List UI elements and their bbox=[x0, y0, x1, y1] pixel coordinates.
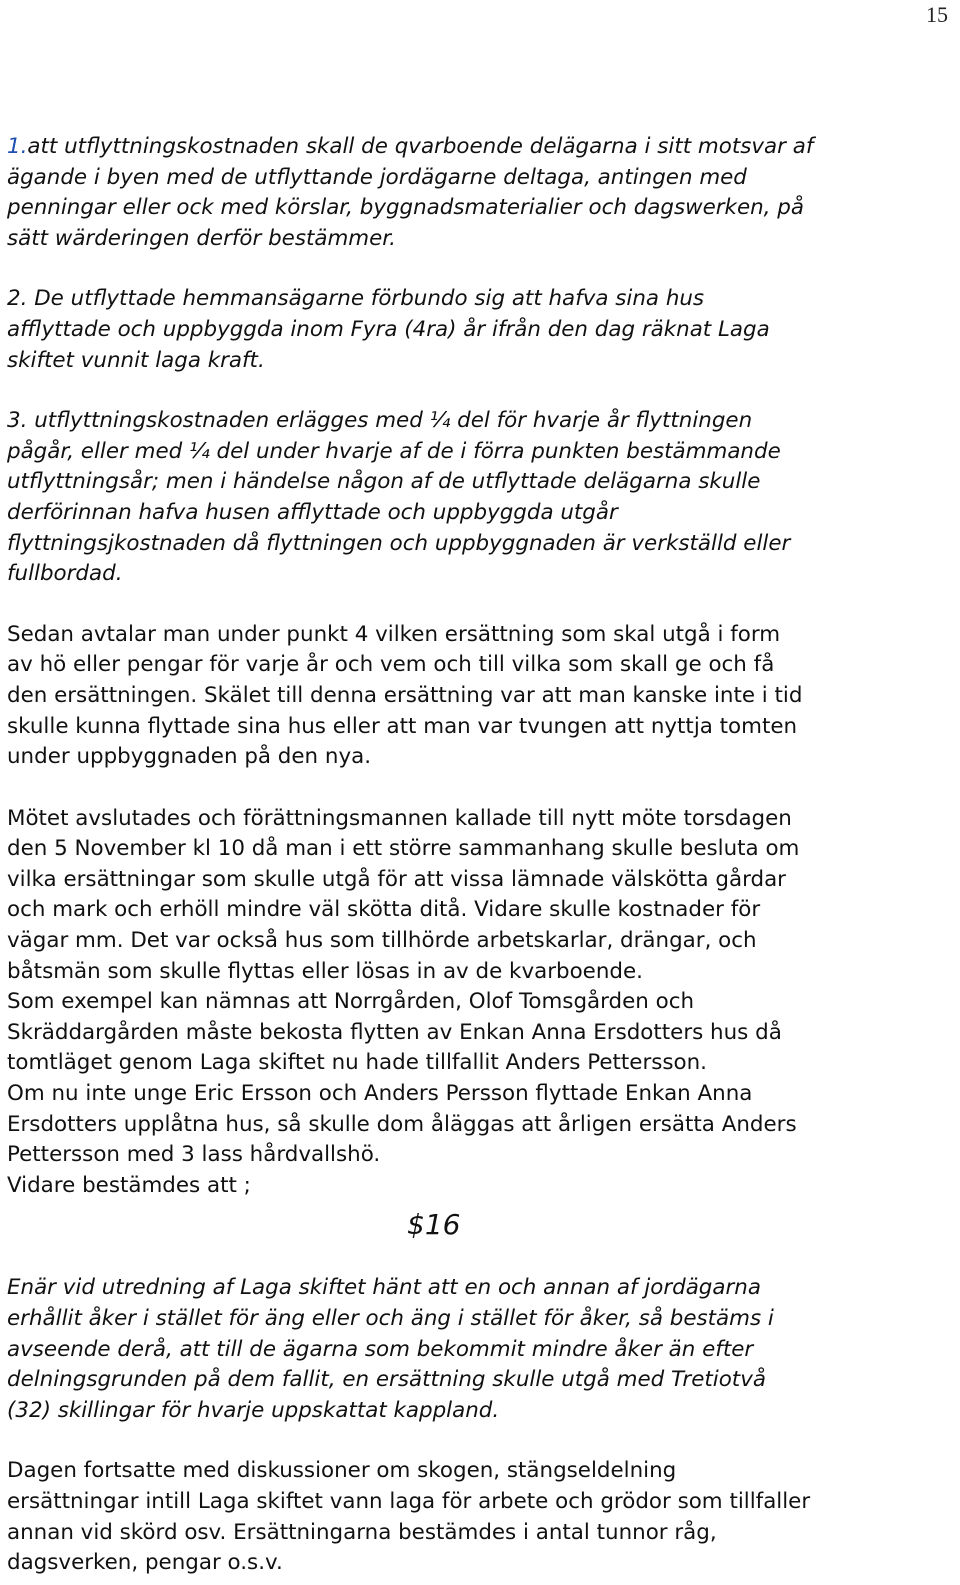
paragraph-forest bbox=[7, 1456, 951, 1578]
paragraph-line: Sedan avtalar man under punkt 4 vilken ersättning som skal utgå i form bbox=[7, 621, 781, 647]
paragraph-line: utflyttningsår; men i händelse någon af de utflyttade delägarna skulle bbox=[7, 469, 761, 495]
paragraph-line: Ersdotters upplåtna hus, så skulle dom åläggas att årligen ersätta Anders bbox=[7, 1111, 797, 1137]
paragraph-compensation bbox=[7, 620, 951, 773]
paragraph-line: afflyttade och uppbyggda inom Fyra (4ra) år ifrån den dag räknat Laga bbox=[7, 316, 770, 342]
paragraph-line: flyttningsjkostnaden då flyttningen och uppbyggnaden är verkställd eller bbox=[7, 530, 791, 556]
paragraph-line: Dagen fortsatte med diskussioner om skogen, stängseldelning bbox=[7, 1458, 677, 1484]
paragraph-line: av hö eller pengar för varje år och vem och till vilka som skall ge och få bbox=[7, 652, 775, 678]
paragraph-line: annan vid skörd osv. Ersättningarna bestämdes i antal tunnor råg, bbox=[7, 1519, 717, 1545]
paragraph-line: 2. De utflyttade hemmansägarne förbundo sig att hafva sina hus bbox=[7, 286, 705, 312]
paragraph-line: under uppbyggnaden på den nya. bbox=[7, 744, 372, 770]
paragraph-line: fullbordad. bbox=[7, 561, 123, 587]
paragraph-line: och mark och erhöll mindre väl skötta ditå. Vidare skulle kostnader för bbox=[7, 897, 761, 923]
paragraph-meeting bbox=[7, 804, 951, 1202]
paragraph-item-1 bbox=[7, 132, 951, 254]
paragraph-line: Skräddargården måste bekosta flytten av Enkan Anna Ersdotters hus då bbox=[7, 1019, 782, 1045]
paragraph-item-2 bbox=[7, 284, 951, 376]
paragraph-line: 3. utflyttningskostnaden erlägges med ¼ del för hvarje år flyttningen bbox=[7, 408, 753, 434]
paragraph-line: 1.att utflyttningskostnaden skall de qvarboende delägarna i sitt motsvar af bbox=[7, 134, 814, 159]
item-number: 1. bbox=[7, 134, 28, 159]
paragraph-line: penningar eller ock med körslar, byggnadsmaterialier och dagswerken, på bbox=[7, 195, 804, 221]
paragraph-line: sätt wärderingen derför bestämmer. bbox=[7, 225, 396, 251]
paragraph-line: erhållit åker i stället för äng eller och äng i stället för åker, så bestäms i bbox=[7, 1306, 774, 1331]
paragraph-item-3 bbox=[7, 406, 951, 590]
paragraph-line: Om nu inte unge Eric Ersson och Anders Persson flyttade Enkan Anna bbox=[7, 1081, 753, 1107]
paragraph-line: dagsverken, pengar o.s.v. bbox=[7, 1550, 283, 1576]
paragraph-line: den ersättningen. Skälet till denna ersättning var att man kanske inte i tid bbox=[7, 682, 803, 708]
paragraph-line: avseende derå, att till de ägarna som bekommit mindre åker än efter bbox=[7, 1336, 754, 1362]
paragraph-line: derförinnan hafva husen afflyttade och uppbyggda utgår bbox=[7, 499, 618, 525]
paragraph-line: vägar mm. Det var också hus som tillhörde arbetskarlar, drängar, och bbox=[7, 928, 757, 954]
paragraph-line: skulle kunna flyttade sina hus eller att man var tvungen att nyttja tomten bbox=[7, 713, 798, 739]
paragraph-line: ägande i byen med de utflyttande jordägarne deltaga, antingen med bbox=[7, 164, 747, 190]
paragraph-line: Mötet avslutades och förättningsmannen kallade till nytt möte torsdagen bbox=[7, 805, 792, 831]
paragraph-line: Pettersson med 3 lass hårdvallshö. bbox=[7, 1142, 381, 1168]
paragraph-line: ersättningar intill Laga skiftet vann laga för arbete och grödor som tillfaller bbox=[7, 1488, 811, 1514]
paragraph-line: Enär vid utredning af Laga skiftet hänt att en och annan af jordägarna bbox=[7, 1275, 761, 1301]
paragraph-line: delningsgrunden på dem fallit, en ersättning skulle utgå med Tretiotvå bbox=[7, 1367, 766, 1393]
paragraph-line: Som exempel kan nämnas att Norrgården, Olof Tomsgården och bbox=[7, 989, 695, 1015]
paragraph-line: den 5 November kl 10 då man i ett större sammanhang skulle besluta om bbox=[7, 836, 800, 862]
paragraph-line: båtsmän som skulle flyttas eller lösas in av de kvarboende. bbox=[7, 958, 643, 984]
paragraph-laga-skifte bbox=[7, 1273, 951, 1426]
paragraph-line: vilka ersättningar som skulle utgå för att vissa lämnade välskötta gårdar bbox=[7, 866, 786, 892]
paragraph-line: tomtläget genom Laga skiftet nu hade tillfallit Anders Pettersson. bbox=[7, 1050, 707, 1076]
paragraph-line: skiftet vunnit laga kraft. bbox=[7, 347, 265, 373]
section-mark: $16 bbox=[407, 1208, 461, 1242]
paragraph-line: (32) skillingar för hvarje uppskattat kappland. bbox=[7, 1397, 500, 1423]
paragraph-line: pågår, eller med ¼ del under hvarje af de i förra punkten bestämmande bbox=[7, 438, 781, 464]
page-number: 15 bbox=[926, 2, 948, 27]
paragraph-line: Vidare bestämdes att ; bbox=[7, 1172, 251, 1198]
document-body bbox=[7, 132, 951, 1579]
